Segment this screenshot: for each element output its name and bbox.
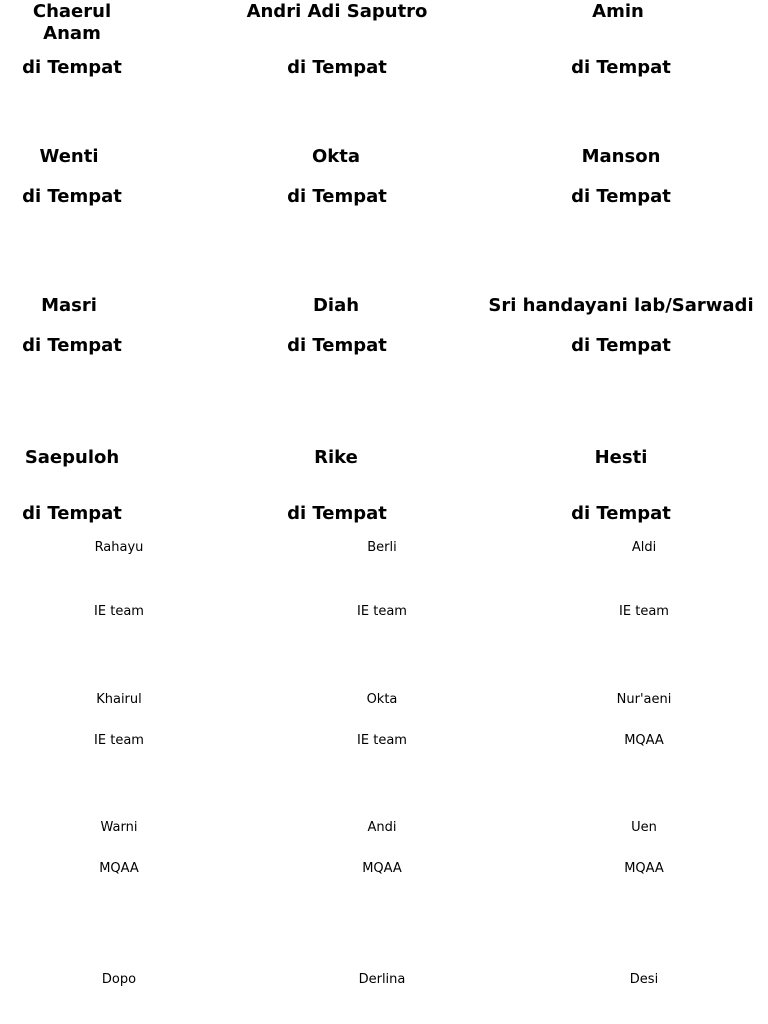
recipient-name: Amin bbox=[592, 1, 644, 22]
member-name: Khairul bbox=[96, 692, 142, 707]
recipient-name: Andri Adi Saputro bbox=[246, 1, 428, 22]
recipient-subtitle: di Tempat bbox=[287, 503, 387, 524]
recipient-name: Hesti bbox=[594, 447, 648, 468]
member-name: Desi bbox=[629, 972, 659, 987]
recipient-subtitle: di Tempat bbox=[571, 503, 671, 524]
member-name: Andi bbox=[367, 820, 397, 835]
recipient-name: Masri bbox=[41, 295, 97, 316]
member-team: IE team bbox=[357, 604, 407, 619]
recipient-subtitle: di Tempat bbox=[571, 186, 671, 207]
member-name: Uen bbox=[631, 820, 657, 835]
member-team: MQAA bbox=[99, 861, 139, 876]
recipient-subtitle: di Tempat bbox=[287, 335, 387, 356]
member-name: Derlina bbox=[358, 972, 406, 987]
recipient-subtitle: di Tempat bbox=[287, 57, 387, 78]
member-team: IE team bbox=[94, 604, 144, 619]
member-name: Warni bbox=[100, 820, 138, 835]
member-team: MQAA bbox=[362, 861, 402, 876]
recipient-subtitle: di Tempat bbox=[22, 503, 122, 524]
member-name: Nur'aeni bbox=[616, 692, 672, 707]
recipient-name: Wenti bbox=[39, 146, 99, 167]
member-team: IE team bbox=[94, 733, 144, 748]
member-name: Aldi bbox=[631, 540, 657, 555]
recipient-name: Rike bbox=[314, 447, 358, 468]
recipient-subtitle: di Tempat bbox=[22, 335, 122, 356]
recipient-name: Sri handayani lab/Sarwadi bbox=[488, 295, 754, 316]
recipient-name: Chaerul Anam bbox=[32, 1, 112, 44]
recipient-name: Diah bbox=[312, 295, 360, 316]
recipient-subtitle: di Tempat bbox=[22, 57, 122, 78]
recipient-subtitle: di Tempat bbox=[571, 335, 671, 356]
member-team: IE team bbox=[357, 733, 407, 748]
member-team: IE team bbox=[619, 604, 669, 619]
member-team: MQAA bbox=[624, 733, 664, 748]
recipient-name: Okta bbox=[311, 146, 361, 167]
recipient-subtitle: di Tempat bbox=[22, 186, 122, 207]
member-name: Berli bbox=[367, 540, 397, 555]
recipient-subtitle: di Tempat bbox=[571, 57, 671, 78]
recipient-subtitle: di Tempat bbox=[287, 186, 387, 207]
member-name: Dopo bbox=[101, 972, 137, 987]
recipient-name: Saepuloh bbox=[24, 447, 120, 468]
member-name: Okta bbox=[366, 692, 398, 707]
recipient-name: Manson bbox=[581, 146, 661, 167]
member-team: MQAA bbox=[624, 861, 664, 876]
member-name: Rahayu bbox=[94, 540, 144, 555]
